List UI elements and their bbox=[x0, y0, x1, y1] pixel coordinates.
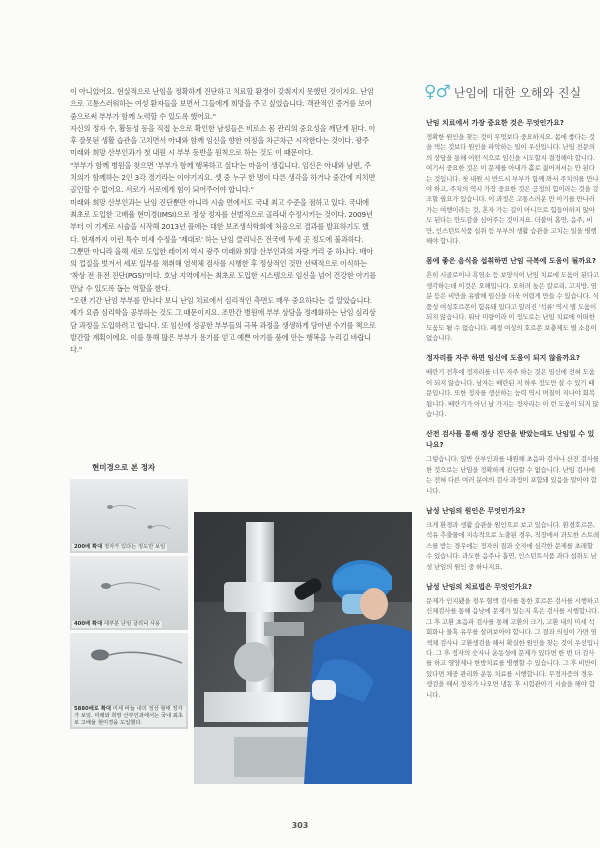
myths-and-truths-sidebar bbox=[422, 82, 600, 710]
lab-photo bbox=[194, 512, 412, 784]
micrograph-caption: 400배 확대 대부분 난임 클리닉 사용 bbox=[74, 621, 161, 627]
question: 산전 검사를 통해 정상 진단을 받았는데도 난임일 수 있나요? bbox=[426, 430, 595, 450]
micrograph-caption: 200배 확대 정자가 있다는 정도만 보임 bbox=[74, 544, 166, 550]
microscope-figure bbox=[70, 462, 188, 732]
question: 남성 난임의 치료법은 무엇인가요? bbox=[426, 583, 533, 591]
figure-title: 현미경으로 본 정자 bbox=[92, 463, 156, 472]
question: 몸에 좋은 음식을 섭취하면 난임 극복에 도움이 될까요? bbox=[426, 257, 596, 266]
answer: 문제가 인지됐을 경우 혈액 검사를 통한 호르몬 검사를 시행하고 신체검사를 통해 음낭에 문제가 있는지 혹은 검사를 시행합니다. 그 후 고환 초음파 검사를 통해 고환의 크기, 고환 내의 미세 석회화나 물혹 유무를 살펴보아야 합니다. 그 결과 의심이 가면 염색체 검사나 고환생검을 해서 확실한 원인을 찾는 것이 우선입니다. 그 후 정자의 숫자나 운동성에 문제가 있다면 한 번 더 검사를 하고 영양제나 한방치료를 병행할 수 있습니다. 그 후 비만이 있다면 체중 관리와 운동 치료를 시행합니다. 무정자증의 경우 생검을 해서 정자가 나오면 냉동 후 시험관아기 시술을 해야 합니다. bbox=[426, 597, 599, 699]
qa-item bbox=[422, 429, 600, 496]
answer: 배란기 전후에 정자리를 너무 자주 하는 것은 임신에 전혀 도움이 되지 않습니다. 남자는 배란된 지 하루 정도만 살 수 있기 때문입니다. 또한 정자를 생산하는 능력 역시 며칠이 지나야 회복됩니다. 배란기가 아닌 날 가지는 정자리는 이 런 도움이 되지 않습니다. bbox=[426, 368, 599, 418]
micrograph-200x bbox=[70, 479, 188, 553]
sperm-image-400x bbox=[70, 556, 188, 630]
answer: 크게 환경과 생활 습관을 원인으로 보고 있습니다. 환경호르몬, 석유 추출물에 지속적으로 노출된 경우, 직장에서 과도한 스트레스를 받는 경우에는 정자의 질과 숫자에 심각한 문제를 초래할 수 있습니다. 과도한 음주나 흡연, 인스턴트식품 과다 섭취도 남성 난임의 원인 중 하나지요. bbox=[426, 520, 599, 571]
answer: 흔히 시골로이나 흑염소 등 보양식이 난임 치료에 도움이 된다고 생각하는데 이것은 오해입니다. 오히려 높은 칼로리, 고지방, 염분 등은 비만을 유발해 임신을 더욱 어렵게 만들 수 있습니다. 식품성 여성호르몬이 함유돼 있다고 알려진 '석류' 역시 별 도움이 되지 않습니다. 워낙 미량이라 이 정도로는 난임 치료에 어떠한 도움도 될 수 없습니다. 폐경 여성의 호르몬 보충제도 별 소용이 없습니다. bbox=[426, 271, 599, 342]
qa-item bbox=[422, 256, 600, 343]
sidebar-title: 난임에 대한 오해와 진실 bbox=[453, 85, 582, 100]
article-paragraph: 이 아니었어요. 현실적으로 난임을 정확하게 진단하고 치료할 환경이 갖춰지지 못했던 것이지요. 난임으로 고통스러워하는 여성 환자들을 보면서 그들에게 희망을 주고 싶었습니다. 객관적인 증거를 보여줌으로써 부부가 함께 노력할 수 있도록 했어요." bbox=[70, 87, 374, 121]
doctor-at-microscope-image bbox=[194, 512, 412, 784]
qa-item bbox=[422, 353, 600, 419]
article-body bbox=[70, 86, 376, 357]
qa-item bbox=[422, 118, 600, 246]
answer: 그렇습니다. 일반 산부인과를 내원해 초음파 검사나 산전 검사를 한 것으로는 난임을 정확하게 진단할 수 없습니다. 난임 검사에는 전혀 다른 여러 분야의 검사 과정이 포함돼 있음을 알아야 합니다. bbox=[426, 455, 599, 495]
micrograph-5880x bbox=[70, 633, 188, 729]
question: 정자리를 자주 하면 임신에 도움이 되지 않을까요? bbox=[426, 354, 580, 363]
article-paragraph: "부부가 함께 병원을 찾으면 '부부가 함께 행복하고 싶다'는 마음이 생깁니다. 임신은 아내와 남편, 주치의가 함께하는 2인 3각 경기라는 이야기지요. 셋 중 누구 한 명이 다른 생각을 하거나 중간에 지치면 골인할 수 없어요. 서로가 서로에게 힘이 되어주어야 합니다." bbox=[70, 160, 376, 195]
page-number: 303 bbox=[291, 821, 309, 830]
micrograph-caption: 5880배로 확대 미세 바늘 내의 정상 형태 정자가 보임. 미래와 희망 산부인과에서는 국내 최초로 고배율 현미경을 도입했다. bbox=[72, 706, 186, 727]
question: 남성 난임의 원인은 무엇인가요? bbox=[426, 506, 526, 515]
qa-item bbox=[422, 506, 600, 572]
answer: 정확한 원인을 찾는 것이 무엇보다 중요하지요. 몸에 좋다는 것을 먹는 것보다 원인을 파악하는 일이 우선입니다. 난임 전문의의 상담을 통해 어떤 식으로 임신을 시도할지 결정해야 합니다. 여기서 중요한 것은 이 문제를 아내가 홀로 짊어져서는 안 된다는 것입니다. 첫 내원 시 반드시 부부가 함께 와서 주치의를 만나야 하고, 주치의 역시 가장 중요한 것은 긍정의 힘이라는 것을 강조할 필요가 있습니다. 이 과정은 고통스러운 만 아기를 만나러 가는 여행이라는 것, 혼자 가는 길이 아니므로 힘들어하지 않아도 된다는 안도감을 심어주는 것이지요. 더불어 흡연, 음주, 비만, 인스턴트식품 섭취 등 부부의 생활 습관을 고치는 일을 병행해야 합니다. bbox=[426, 133, 599, 246]
qa-item bbox=[422, 582, 600, 700]
article-paragraph: 미래와 희망 산부인과는 난임 진단뿐만 아니라 시술 면에서도 국내 최고 수준을 점하고 있다. 국내에 최초로 도입한 고배율 현미경(IMSI)으로 정상 정자를 선별적으로 골라내 수정시키는 것이다. 2009년부터 이 기계로 시술을 시작해 2013년 플에는 대한 보조생식학회에 처음으로 결과를 발표하기도 했다. 현재까지 이런 특수 미세 수정을 '제대로' 하는 난임 클리닉은 전국에 두세 곳 정도에 불과하다. bbox=[70, 197, 373, 244]
female-male-symbols-icon: ♀♂ bbox=[424, 82, 450, 102]
sperm-image-200x bbox=[70, 479, 188, 553]
article-paragraph: 자신의 정자 수, 활동성 등을 직접 눈으로 확인한 남성들은 비로소 몸 관리의 중요성을 깨닫게 된다. 이후 잘못된 생활 습관을 고치면서 아내와 함께 임신을 향한 여정을 차근차근 시작한다는 것이다. 광주 미래와 희망 산부인과가 첫 내원 시 부부 동반을 원칙으로 하는 것도 이 때문이다. bbox=[70, 123, 376, 158]
question: 난임 치료에서 가장 중요한 것은 무엇인가요? bbox=[426, 119, 564, 127]
article-paragraph: "오랜 기간 난임 부부를 만나다 보니 난임 치료에서 심리적인 측면도 매우 중요하다는 걸 알았습니다. 제가 요즘 심리학을 공부하는 것도 그 때문이지요. 조만간 병원에 부부 상담을 정례화하는 난임 심리상담 과정을 도입하려고 합니다. 또 임신에 성공한 부부들의 극복 과정을 생생하게 담아낸 수기를 책으로 발간할 계획이에요. 이를 통해 많은 부부가 용기를 얻고 예쁜 아기를 품에 안는 행복을 누리길 바랍니다." bbox=[70, 296, 376, 355]
article-paragraph: 그뿐만 아니라 올해 새로 도입한 레이저 역시 광주 미래와 희망 산부인과의 자랑 거리 중 하나다. 배아의 껍질을 벗겨서 세포 일부를 채취해 염색체 검사를 시행한 후 정상적인 것만 선택적으로 이식하는 '착상 전 유전 진단(PGS)'이다. 호남 지역에서는 최초로 도입한 시스템으로 임신을 넘어 건강한 아기를 만날 수 있도록 돕는 역할을 한다. bbox=[70, 246, 376, 293]
micrograph-400x bbox=[70, 556, 188, 630]
sidebar-header bbox=[424, 82, 600, 102]
